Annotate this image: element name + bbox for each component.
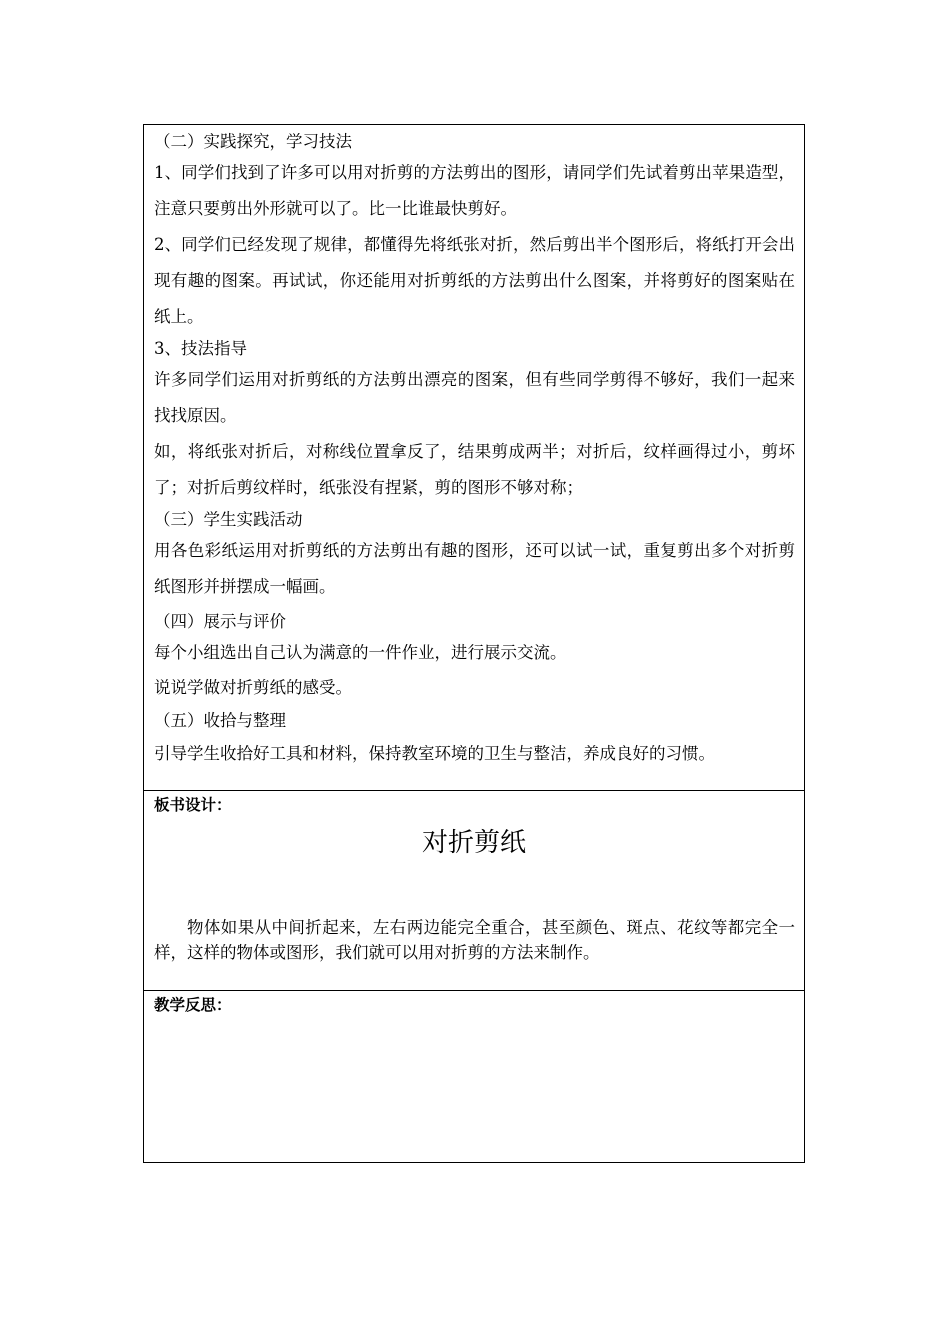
section-3-text: 用各色彩纸运用对折剪纸的方法剪出有趣的图形，还可以试一试，重复剪出多个对折剪纸图形并拼摆成一幅画。 bbox=[154, 541, 795, 596]
section-4-text-2: 说说学做对折剪纸的感受。 bbox=[154, 678, 352, 697]
board-design-label: 板书设计： bbox=[154, 796, 232, 814]
step-3-text-2: 如，将纸张对折后，对称线位置拿反了，结果剪成两半；对折后，纹样画得过小，剪坏了；对折后剪纹样时，纸张没有捏紧，剪的图形不够对称； bbox=[154, 442, 795, 497]
teaching-reflection-cell bbox=[144, 990, 804, 1162]
teaching-reflection-label: 教学反思： bbox=[154, 996, 232, 1014]
lesson-plan-table bbox=[143, 124, 805, 1163]
section-5-heading: （五）收拾与整理 bbox=[154, 711, 286, 730]
section-3-heading: （三）学生实践活动 bbox=[154, 510, 303, 529]
teaching-process-cell bbox=[144, 125, 804, 790]
board-title: 对折剪纸 bbox=[421, 828, 526, 858]
section-5-text: 引导学生收拾好工具和材料，保持教室环境的卫生与整洁，养成良好的习惯。 bbox=[154, 744, 715, 763]
board-text: 物体如果从中间折起来，左右两边能完全重合，甚至颜色、斑点、花纹等都完全一样，这样的物体或图形，我们就可以用对折剪的方法来制作。 bbox=[154, 918, 795, 962]
section-4-text-1: 每个小组选出自己认为满意的一件作业，进行展示交流。 bbox=[154, 643, 567, 662]
step-3-text-1: 许多同学们运用对折剪纸的方法剪出漂亮的图案，但有些同学剪得不够好，我们一起来找找原因。 bbox=[154, 370, 795, 425]
section-4-heading: （四）展示与评价 bbox=[154, 612, 286, 631]
board-design-cell bbox=[144, 790, 804, 990]
step-1-text: 1、同学们找到了许多可以用对折剪的方法剪出的图形，请同学们先试着剪出苹果造型，注意只要剪出外形就可以了。比一比谁最快剪好。 bbox=[154, 163, 795, 218]
step-2-text: 2、同学们已经发现了规律，都懂得先将纸张对折，然后剪出半个图形后，将纸打开会出现有趣的图案。再试试，你还能用对折剪纸的方法剪出什么图案，并将剪好的图案贴在纸上。 bbox=[154, 235, 795, 326]
step-3-heading: 3、技法指导 bbox=[154, 339, 247, 358]
section-2-heading: （二）实践探究，学习技法 bbox=[154, 132, 352, 151]
